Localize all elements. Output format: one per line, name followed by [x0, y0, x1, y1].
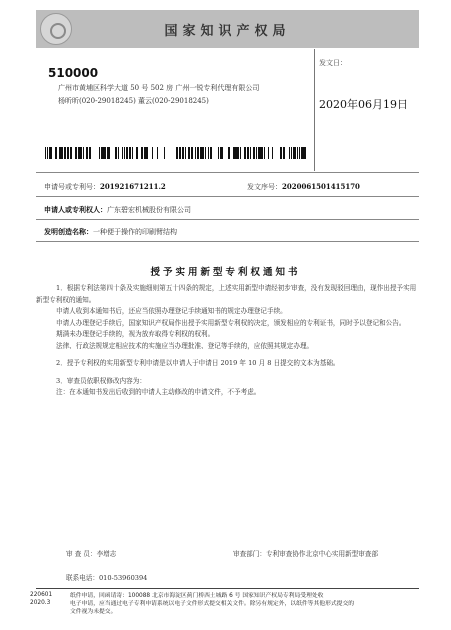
invention-title-row	[44, 227, 177, 237]
examiner: 审 查 员：李增志	[66, 550, 117, 558]
application-number-label: 申请号或专利号：	[44, 183, 100, 191]
notice-body	[36, 283, 419, 399]
applicant-label: 申请人或专利权人：	[44, 205, 107, 214]
examination-department: 审查部门：专利审查协作北京中心实用新型审查部	[233, 550, 379, 558]
office-title: 国家知识产权局	[164, 24, 291, 39]
applicant-name: 广东碧宏机械股份有限公司	[107, 206, 191, 214]
address-line-1: 广州市黄埔区科学大道 50 号 502 房 广州一锐专利代理有限公司	[58, 84, 260, 92]
serial-number: 2020061501415170	[282, 182, 360, 191]
body-paragraph: 期满未办理登记手续的，视为放弃取得专利权的权利。	[56, 330, 215, 338]
header-divider	[314, 49, 315, 171]
document-title: 授予实用新型专利权通知书	[150, 267, 301, 278]
application-number-row	[44, 182, 166, 192]
body-paragraph: 申请人收到本通知书后，还应当依照办理登记手续通知书的规定办理登记手续。	[56, 307, 287, 315]
body-paragraph: 1．根据专利法第四十条及实施细则第五十四条的规定，上述实用新型申请经初步审查，没有发现驳回理由，现作出授予实用新型专利权的通知。	[36, 284, 417, 304]
divider-line	[36, 196, 419, 197]
invention-title: 一种便于操作的印刷臂结构	[93, 228, 177, 236]
footer-notes	[70, 592, 445, 616]
form-code: 220601	[30, 592, 53, 598]
footer-line-1: 纸件申请，回函请寄：100088 北京市海淀区蓟门桥西土城路 6 号 国家知识产权局专利局受理处收	[70, 593, 324, 599]
body-paragraph: 3．审查员依职权修改内容为：	[56, 376, 146, 385]
serial-number-label: 发文序号：	[247, 183, 282, 191]
serial-number-row	[247, 182, 360, 192]
body-paragraph: 申请人办理登记手续后，国家知识产权局作出授予实用新型专利权的决定，颁发相应的专利证书，同时予以登记和公告。	[56, 318, 406, 327]
application-number: 201921671211.2	[100, 182, 166, 191]
invention-title-label: 发明创造名称：	[44, 227, 93, 236]
divider-line	[36, 172, 419, 173]
footer-divider	[36, 588, 419, 589]
contact-phone: 联系电话：010-53960394	[66, 574, 148, 582]
footer-line-2: 电子申请，应当通过电子专利申请系统以电子文件形式提交相关文件。除另有规定外，以纸件等其他形式提交的	[70, 601, 355, 607]
header-bar	[36, 10, 419, 48]
address-line-2: 杨昕昕(020-29018245) 董云(020-29018245)	[58, 97, 209, 105]
postal-code: 510000	[48, 66, 99, 80]
recipient-address	[58, 82, 259, 108]
issue-date-label: 发文日：	[319, 59, 347, 67]
body-paragraph: 法律、行政法规规定相应技术的实施应当办理批准、登记等手续的，应依照其规定办理。	[56, 341, 314, 350]
divider-line	[36, 241, 419, 242]
barcode	[45, 147, 307, 159]
footer-line-3: 文件视为未提交。	[70, 609, 117, 615]
divider-line	[36, 219, 419, 220]
form-version: 2020.3	[30, 600, 51, 606]
body-note: 注：在本通知书发出后收到的申请人主动修改的申请文件，不予考虑。	[56, 388, 261, 396]
body-paragraph: 2．授予专利权的实用新型专利申请是以申请人于申请日 2019 年 10 月 8 日提交的文本为基础。	[56, 359, 340, 367]
applicant-row	[44, 205, 191, 215]
issue-date: 2020年06月19日	[319, 98, 408, 111]
